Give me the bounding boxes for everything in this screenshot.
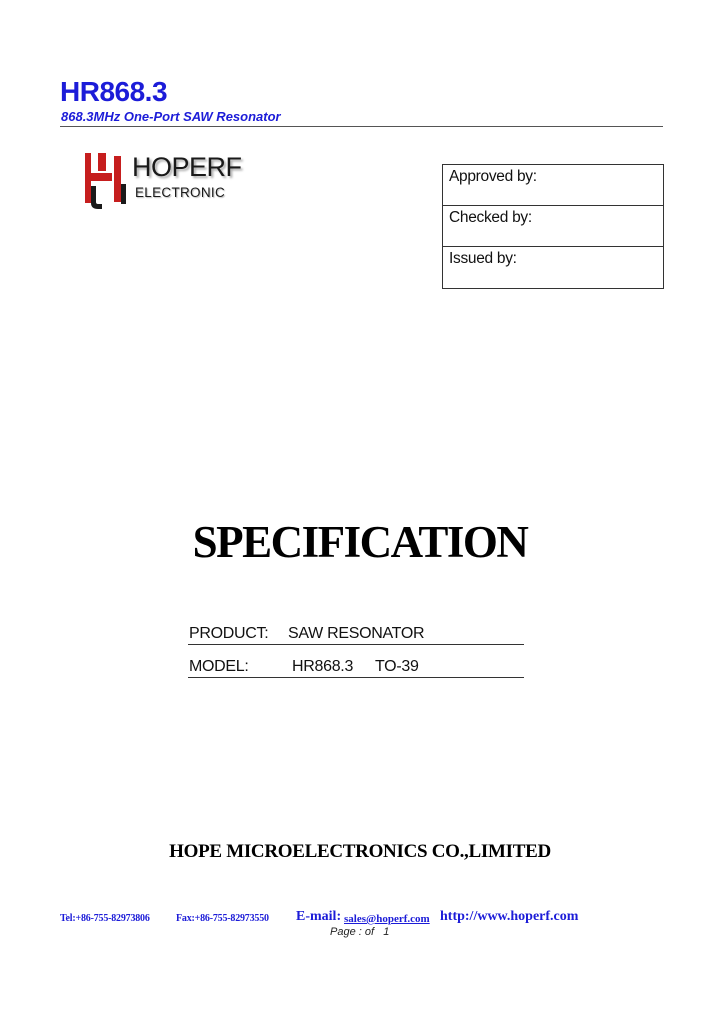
page-of: of <box>364 926 375 938</box>
website-link[interactable]: http://www.hoperf.com <box>440 909 579 924</box>
issued-by-row: Issued by: <box>449 250 517 267</box>
hoperf-h-logo-icon <box>78 150 134 210</box>
logo-wordmark: HOPERF <box>132 152 242 182</box>
model-package: TO-39 <box>375 658 419 675</box>
model-value: HR868.3 <box>292 658 354 675</box>
email-label: E-mail: <box>296 909 342 924</box>
company-name: HOPE MICROELECTRONICS CO.,LIMITED <box>169 841 551 862</box>
logo-subtitle: ELECTRONIC <box>135 185 226 200</box>
page-separator: : <box>358 926 362 938</box>
header-divider <box>60 126 663 127</box>
approved-by-row: Approved by: <box>443 165 663 206</box>
specification-heading: SPECIFICATION <box>192 517 528 567</box>
hoperf-logo <box>78 150 268 210</box>
page-indicator <box>330 926 389 938</box>
email-link[interactable]: sales@hoperf.com <box>344 913 430 925</box>
product-label: PRODUCT: <box>189 625 269 642</box>
page-prefix: Page <box>330 926 356 938</box>
approval-table <box>442 164 664 289</box>
model-label: MODEL: <box>189 658 249 675</box>
model-line <box>188 657 524 678</box>
product-line <box>188 624 524 645</box>
document-subtitle: 868.3MHz One-Port SAW Resonator <box>61 109 281 124</box>
product-value: SAW RESONATOR <box>288 625 425 642</box>
fax-number: Fax:+86-755-82973550 <box>176 913 269 924</box>
document-title: HR868.3 <box>60 76 168 107</box>
tel-number: Tel:+86-755-82973806 <box>60 913 150 924</box>
checked-by-row: Checked by: <box>443 206 663 247</box>
page-total: 1 <box>383 926 390 938</box>
